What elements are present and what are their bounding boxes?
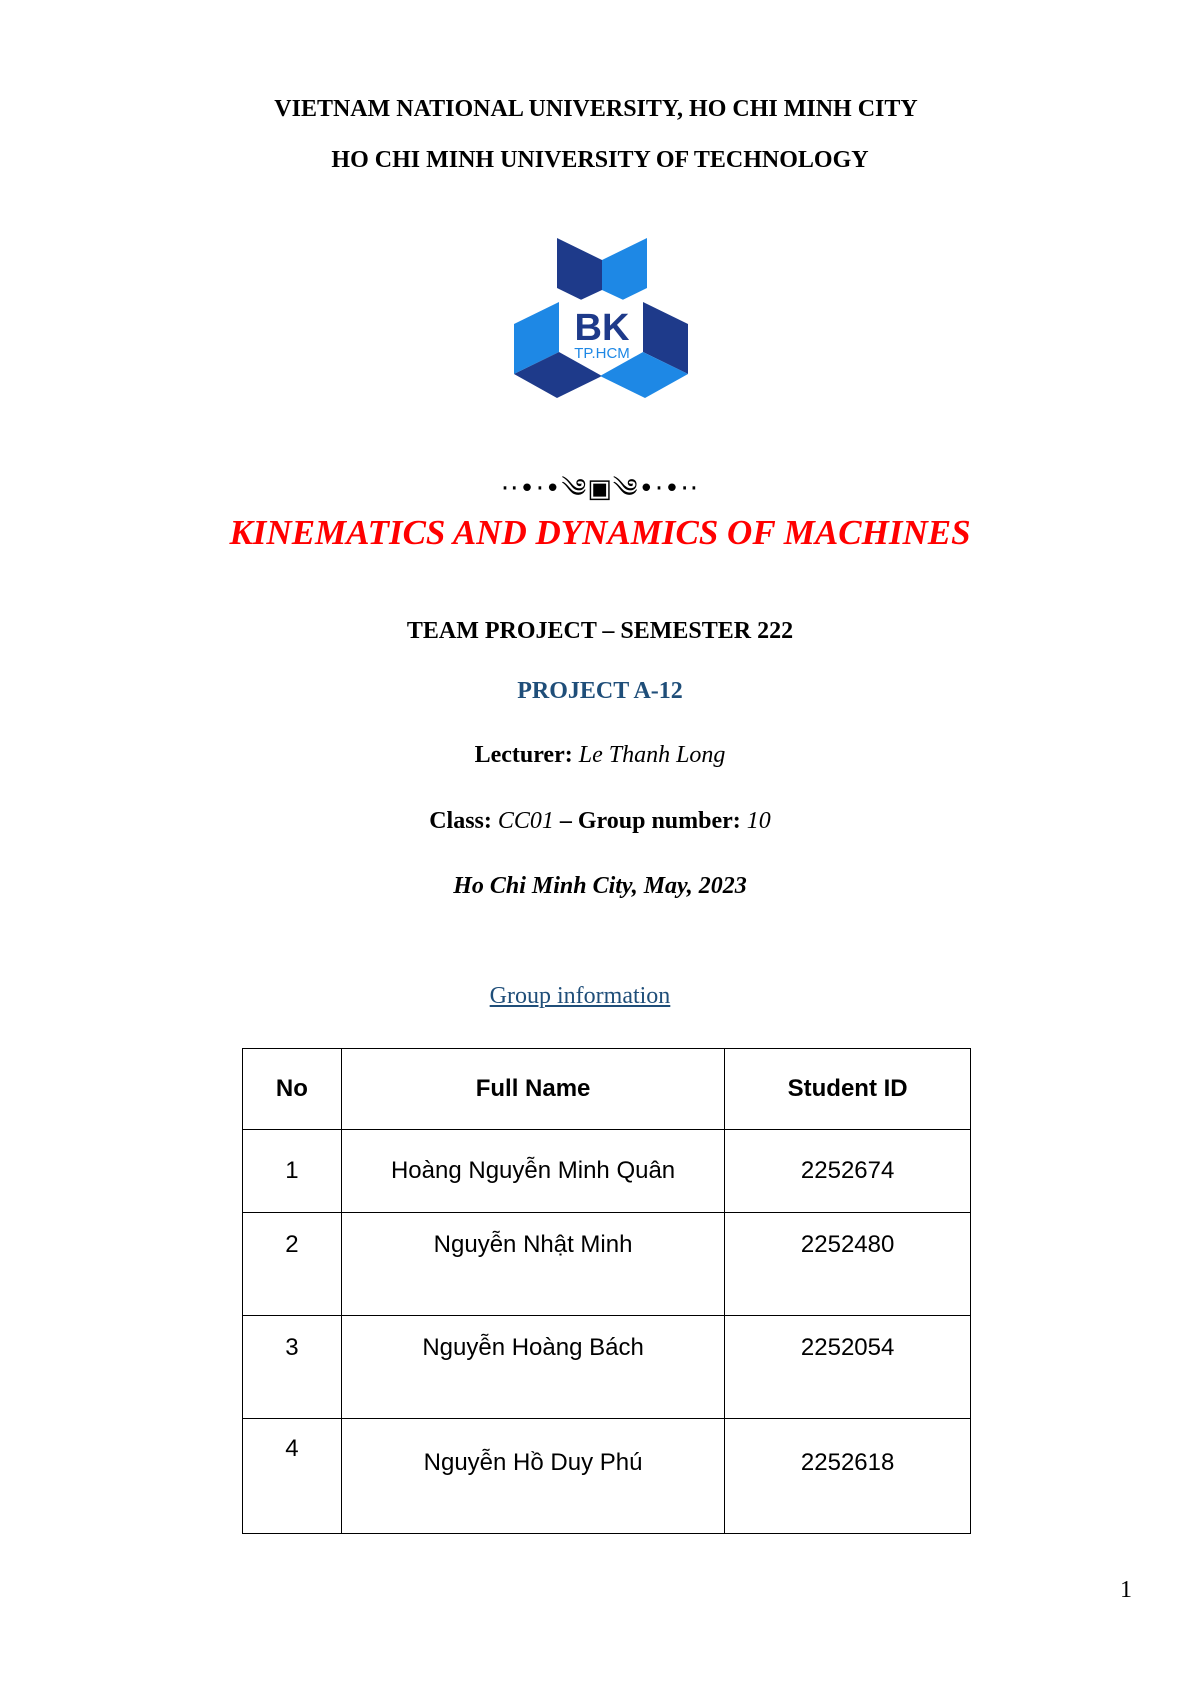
class-separator: – bbox=[559, 808, 572, 834]
group-members-table bbox=[242, 1048, 971, 1534]
project-code: PROJECT A-12 bbox=[517, 678, 683, 704]
national-university-heading: VIETNAM NATIONAL UNIVERSITY, HO CHI MINH CITY bbox=[274, 96, 918, 122]
course-title: KINEMATICS AND DYNAMICS OF MACHINES bbox=[229, 513, 971, 552]
lecturer-name: Le Thanh Long bbox=[578, 742, 726, 768]
cell-student-id: 2252480 bbox=[725, 1213, 971, 1316]
cell-no: 4 bbox=[243, 1419, 342, 1534]
logo-main-text: BK bbox=[574, 307, 630, 349]
cell-student-id: 2252618 bbox=[725, 1419, 971, 1534]
cell-no: 1 bbox=[243, 1130, 342, 1213]
page-number: 1 bbox=[1120, 1577, 1132, 1603]
cell-full-name: Hoàng Nguyễn Minh Quân bbox=[341, 1130, 724, 1213]
class-line bbox=[0, 808, 1200, 835]
header-no: No bbox=[243, 1049, 342, 1130]
cell-full-name: Nguyễn Hồ Duy Phú bbox=[341, 1419, 724, 1534]
cell-student-id: 2252054 bbox=[725, 1316, 971, 1419]
cell-full-name: Nguyễn Nhật Minh bbox=[341, 1213, 724, 1316]
group-value: 10 bbox=[746, 808, 771, 834]
class-label: Class: bbox=[429, 808, 492, 834]
university-logo bbox=[512, 236, 690, 414]
table-row bbox=[243, 1419, 971, 1534]
lecturer-line bbox=[0, 742, 1200, 769]
group-label: Group number: bbox=[577, 808, 741, 834]
cell-no: 2 bbox=[243, 1213, 342, 1316]
table-row bbox=[243, 1130, 971, 1213]
header-student-id: Student ID bbox=[725, 1049, 971, 1130]
cell-full-name: Nguyễn Hoàng Bách bbox=[341, 1316, 724, 1419]
lecturer-label: Lecturer: bbox=[474, 742, 573, 768]
cell-no: 3 bbox=[243, 1316, 342, 1419]
logo-sub-text: TP.HCM bbox=[574, 345, 630, 362]
header-full-name: Full Name bbox=[341, 1049, 724, 1130]
date-line: Ho Chi Minh City, May, 2023 bbox=[453, 873, 747, 899]
table-row bbox=[243, 1213, 971, 1316]
cell-student-id: 2252674 bbox=[725, 1130, 971, 1213]
table-row bbox=[243, 1316, 971, 1419]
decorative-ornament: ··•·•༄▣༄•·•·· bbox=[500, 474, 700, 504]
group-information-heading: Group information bbox=[489, 983, 671, 1009]
table-header-row bbox=[243, 1049, 971, 1130]
team-project-line: TEAM PROJECT – SEMESTER 222 bbox=[406, 618, 794, 644]
class-value: CC01 bbox=[497, 808, 554, 834]
university-heading: HO CHI MINH UNIVERSITY OF TECHNOLOGY bbox=[331, 147, 869, 173]
